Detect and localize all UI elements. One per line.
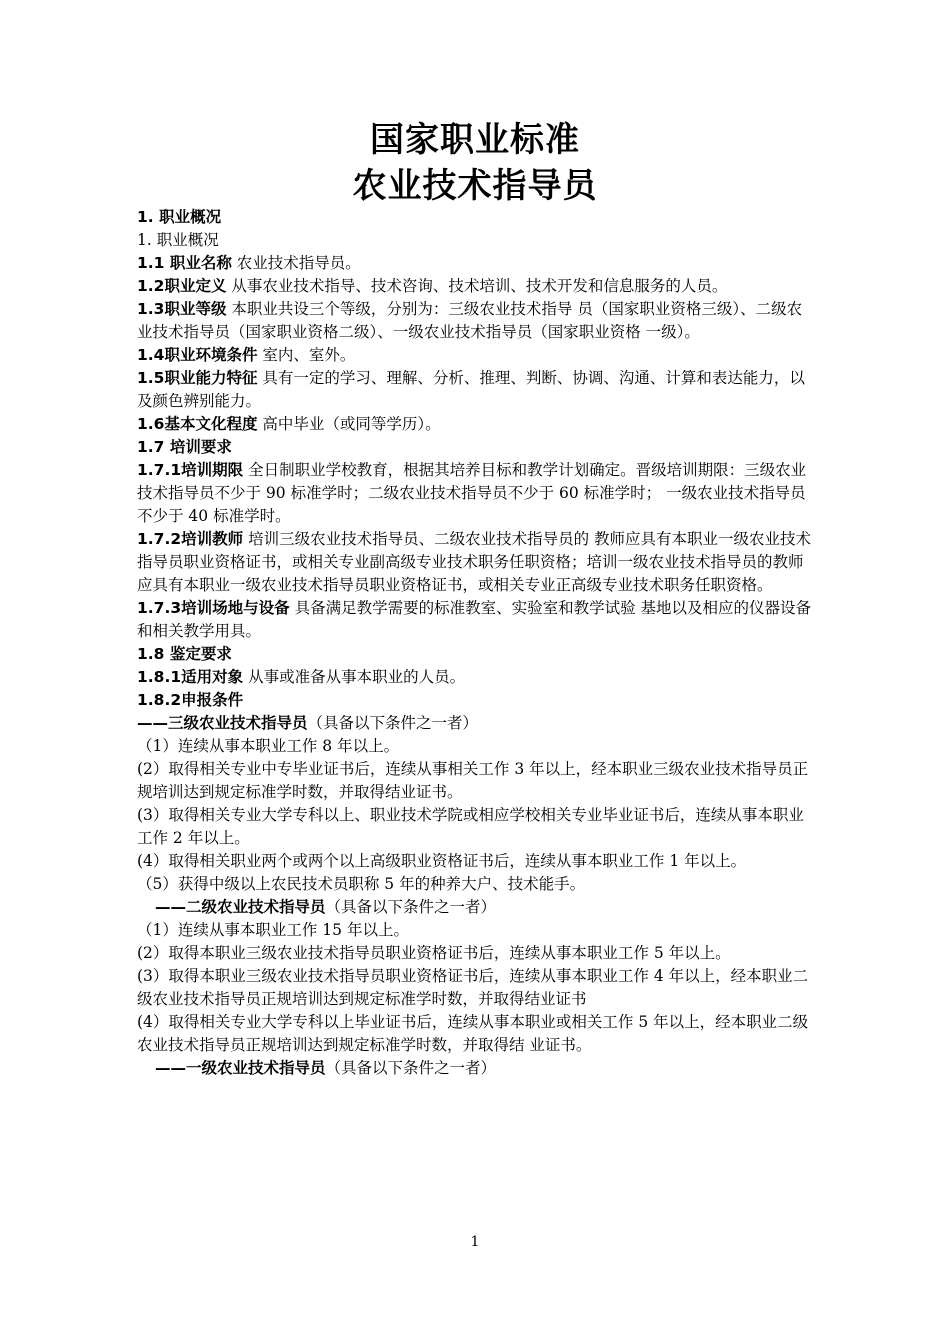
item-label: 1.4职业环境条件 — [137, 346, 258, 364]
item-label: 1.7.3培训场地与设备 — [137, 599, 290, 617]
item-label: 1.7.1培训期限 — [137, 461, 244, 479]
paragraph-1-2 — [137, 275, 817, 298]
item-label: 1.6基本文化程度 — [137, 415, 258, 433]
paragraph-1-8-1 — [137, 666, 817, 689]
condition-item: (4）取得相关职业两个或两个以上高级职业资格证书后，连续从事本职业工作 1 年以上。 — [137, 852, 747, 870]
item-text: 农业技术指导员。 — [231, 254, 361, 272]
item-text: 从事或准备从事本职业的人员。 — [243, 668, 466, 686]
section-heading: 1. 职业概况 — [137, 208, 222, 226]
section-heading-1-8: 1.8 鉴定要求 — [137, 645, 232, 663]
section-heading-1-7: 1.7 培训要求 — [137, 438, 232, 456]
paragraph-1-5 — [137, 367, 817, 413]
level-note: （具备以下条件之一者） — [325, 1059, 497, 1077]
level1-heading — [137, 1057, 817, 1080]
page-number: 1 — [470, 1234, 480, 1250]
level-label: ——三级农业技术指导员 — [137, 714, 308, 732]
condition-item: (3）取得本职业三级农业技术指导员职业资格证书后，连续从事本职业工作 4 年以上，经本职业二级农业技术指导员正规培训达到规定标准学时数，并取得结业证书 — [137, 967, 809, 1008]
item-text: 培训三级农业技术指导员、二级农业技术指导员的 教师应具有本职业一级农业技术指导员职业资格证书，或相关专业副高级专业技术职务任职资格；培训一级农业技术指导员的教师应具有本职业一级农业技术指导员职业资格证书，或相关专业正高级专业技术职务任职资格。 — [137, 530, 811, 594]
paragraph-1-4 — [137, 344, 817, 367]
item-text: 具备满足教学需要的标准教室、实验室和教学试验 基地以及相应的仪器设备和相关教学用具。 — [137, 599, 811, 640]
level2-heading — [137, 896, 817, 919]
level3-heading — [137, 712, 817, 735]
condition-item: (2）取得本职业三级农业技术指导员职业资格证书后，连续从事本职业工作 5 年以上。 — [137, 944, 731, 962]
item-label: 1.1 职业名称 — [137, 254, 232, 272]
document-title-line2: 农业技术指导员 — [352, 166, 598, 206]
level-note: （具备以下条件之一者） — [325, 898, 497, 916]
item-label: 1.3职业等级 — [137, 300, 227, 318]
condition-item: (3）取得相关专业大学专科以上、职业技术学院或相应学校相关专业毕业证书后，连续从事本职业工作 2 年以上。 — [137, 806, 804, 847]
paragraph-1-7-1 — [137, 459, 817, 528]
item-text: 高中毕业（或同等学历）。 — [257, 415, 441, 433]
paragraph-1-1 — [137, 252, 817, 275]
item-text: 室内、室外。 — [257, 346, 356, 364]
condition-item: （5）获得中级以上农民技术员职称 5 年的种养大户、技术能手。 — [137, 875, 586, 893]
level-label: ——二级农业技术指导员 — [155, 898, 326, 916]
paragraph-1-3 — [137, 298, 817, 344]
item-text: 本职业共设三个等级，分别为：三级农业技术指导 员（国家职业资格三级）、二级农业技术指导员（国家职业资格二级）、一级农业技术指导员（国家职业资格 一级）。 — [137, 300, 803, 341]
section-heading-1-8-2: 1.8.2申报条件 — [137, 691, 244, 709]
item-text: 从事农业技术指导、技术咨询、技术培训、技术开发和信息服务的人员。 — [226, 277, 728, 295]
paragraph-1-7-3 — [137, 597, 817, 643]
paragraph-1-7-2 — [137, 528, 817, 597]
condition-item: （1）连续从事本职业工作 8 年以上。 — [137, 737, 400, 755]
level-label: ——一级农业技术指导员 — [155, 1059, 326, 1077]
paragraph-1-6 — [137, 413, 817, 436]
document-title-line1: 国家职业标准 — [370, 120, 580, 160]
item-text: 全日制职业学校教育，根据其培养目标和教学计划确定。晋级培训期限：三级农业技术指导员不少于 90 标准学时；二级农业技术指导员不少于 60 标准学时； 一级农业技术指导员不少于 40 标准学时。 — [137, 461, 807, 525]
condition-item: （1）连续从事本职业工作 15 年以上。 — [137, 921, 409, 939]
item-label: 1.5职业能力特征 — [137, 369, 258, 387]
level-note: （具备以下条件之一者） — [307, 714, 479, 732]
section-heading-plain: 1. 职业概况 — [137, 231, 219, 249]
condition-item: (4）取得相关专业大学专科以上毕业证书后，连续从事本职业或相关工作 5 年以上，经本职业二级农业技术指导员正规培训达到规定标准学时数，并取得结 业证书。 — [137, 1013, 809, 1054]
condition-item: (2）取得相关专业中专毕业证书后，连续从事相关工作 3 年以上，经本职业三级农业技术指导员正规培训达到规定标准学时数，并取得结业证书。 — [137, 760, 809, 801]
item-label: 1.8.1适用对象 — [137, 668, 244, 686]
item-label: 1.7.2培训教师 — [137, 530, 244, 548]
item-text: 具有一定的学习、理解、分析、推理、判断、协调、沟通、计算和表达能力，以及颜色辨别能力。 — [137, 369, 805, 410]
document-body — [137, 206, 817, 1080]
item-label: 1.2职业定义 — [137, 277, 227, 295]
